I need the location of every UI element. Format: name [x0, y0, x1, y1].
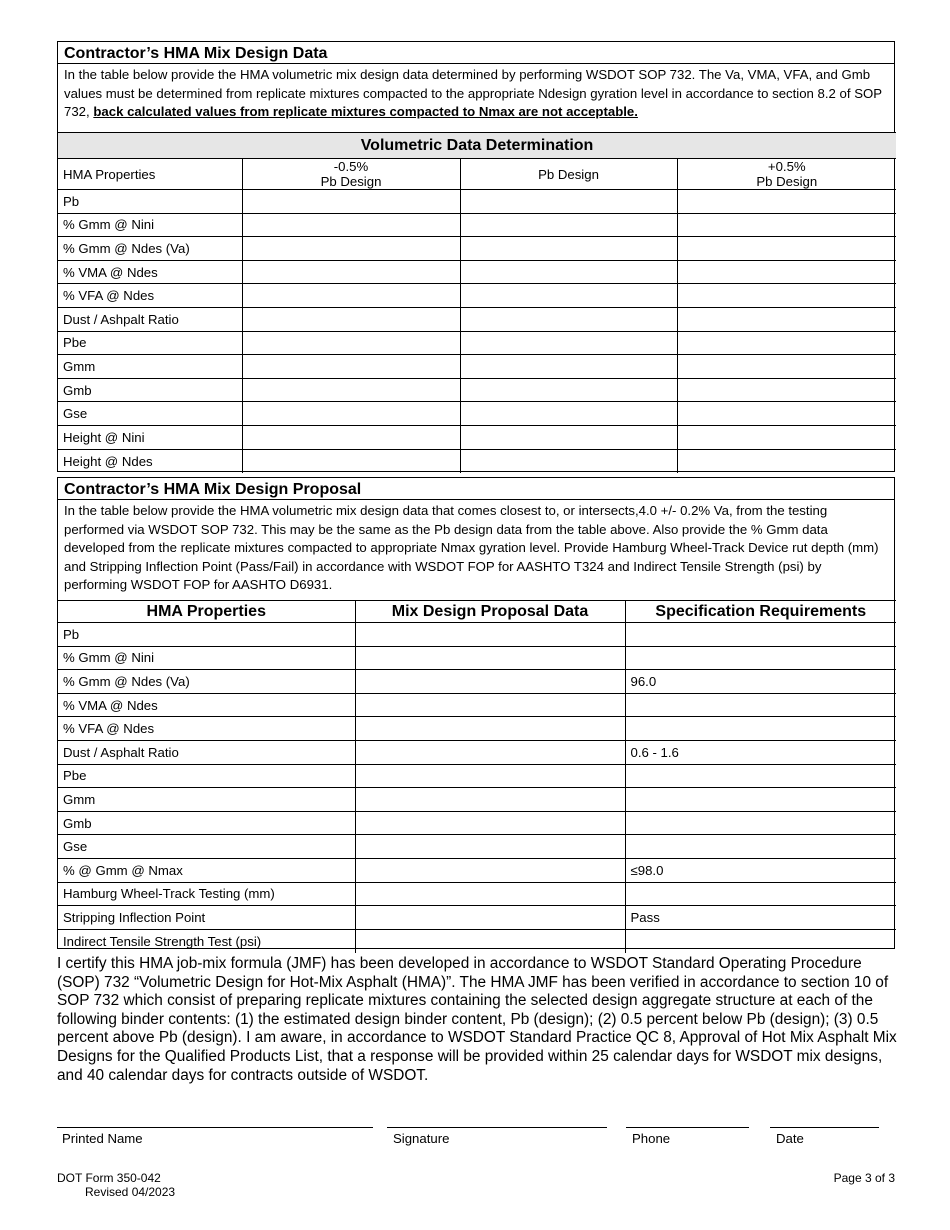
proposal-data-cell[interactable] — [355, 788, 625, 812]
plus-pb-cell[interactable] — [677, 213, 896, 237]
property-label: % @ Gmm @ Nmax — [58, 858, 355, 882]
pb-design-cell[interactable] — [460, 331, 677, 355]
property-label: % VMA @ Ndes — [58, 693, 355, 717]
property-label: % Gmm @ Ndes (Va) — [58, 670, 355, 694]
spec-requirement-cell — [625, 882, 896, 906]
plus-pb-percent: +0.5% — [767, 159, 806, 174]
property-label: Dust / Ashpalt Ratio — [58, 307, 242, 331]
property-label: Indirect Tensile Strength Test (psi) — [58, 929, 355, 953]
table-row — [58, 449, 896, 473]
volumetric-table-title: Volumetric Data Determination — [58, 133, 896, 159]
property-label: Pb — [58, 623, 355, 647]
property-label: % Gmm @ Ndes (Va) — [58, 237, 242, 261]
pb-design-cell[interactable] — [460, 425, 677, 449]
proposal-data-cell[interactable] — [355, 811, 625, 835]
mix-design-proposal-title: Contractor’s HMA Mix Design Proposal — [58, 478, 894, 500]
table-row — [58, 402, 896, 426]
page-number: Page 3 of 3 — [833, 1171, 895, 1185]
table-row — [58, 331, 896, 355]
minus-pb-cell[interactable] — [242, 260, 460, 284]
property-label: Pbe — [58, 764, 355, 788]
table-row — [58, 906, 896, 930]
spec-requirement-cell: ≤98.0 — [625, 858, 896, 882]
proposal-data-cell[interactable] — [355, 882, 625, 906]
property-label: Gmb — [58, 378, 242, 402]
column-header-plus-pb — [677, 159, 896, 190]
table-row — [58, 670, 896, 694]
table-row — [58, 646, 896, 670]
spec-requirement-cell — [625, 811, 896, 835]
column-header-pb-design: Pb Design — [460, 159, 677, 190]
pb-design-cell[interactable] — [460, 237, 677, 261]
mix-design-proposal-intro: In the table below provide the HMA volumetric mix design data that comes closest to, or intersects,4.0 +/- 0.2% Va, from the testing performed via WSDOT SOP 732. This may be the same as the Pb design data from the table above. Also provide the % Gmm data developed from the replicate mixtures compacted to appropriate Nmax gyration level. Provide Hamburg Wheel-Track Device rut depth (mm) and Stripping Inflection Point (Pass/Fail) in accordance with WSDOT FOP for AASHTO T324 and Indirect Tensile Strength (psi) by performing WSDOT FOP for AASHTO D6931. — [64, 503, 879, 592]
pb-design-cell[interactable] — [460, 449, 677, 473]
pb-design-cell[interactable] — [460, 402, 677, 426]
pb-design-cell[interactable] — [460, 260, 677, 284]
table-row — [58, 717, 896, 741]
column-header-hma-properties: HMA Properties — [58, 601, 355, 623]
proposal-data-cell[interactable] — [355, 764, 625, 788]
plus-pb-cell[interactable] — [677, 449, 896, 473]
mix-design-data-title: Contractor’s HMA Mix Design Data — [58, 42, 894, 64]
spec-requirement-cell: 96.0 — [625, 670, 896, 694]
mix-design-proposal-section — [57, 477, 895, 949]
minus-pb-cell[interactable] — [242, 331, 460, 355]
plus-pb-cell[interactable] — [677, 331, 896, 355]
pb-design-cell[interactable] — [460, 284, 677, 308]
pb-design-cell[interactable] — [460, 378, 677, 402]
plus-pb-label: Pb Design — [756, 174, 818, 189]
minus-pb-cell[interactable] — [242, 355, 460, 379]
minus-pb-cell[interactable] — [242, 425, 460, 449]
table-row — [58, 190, 896, 214]
proposal-data-cell[interactable] — [355, 740, 625, 764]
column-header-proposal-data: Mix Design Proposal Data — [355, 601, 625, 623]
property-label: Height @ Nini — [58, 425, 242, 449]
property-label: % VMA @ Ndes — [58, 260, 242, 284]
spec-requirement-cell — [625, 646, 896, 670]
table-row — [58, 378, 896, 402]
proposal-data-cell[interactable] — [355, 835, 625, 859]
minus-pb-label: Pb Design — [320, 174, 382, 189]
pb-design-cell[interactable] — [460, 355, 677, 379]
minus-pb-cell[interactable] — [242, 449, 460, 473]
table-row — [58, 355, 896, 379]
pb-design-cell[interactable] — [460, 190, 677, 214]
property-label: Gse — [58, 835, 355, 859]
table-row — [58, 764, 896, 788]
spec-requirement-cell — [625, 788, 896, 812]
minus-pb-cell[interactable] — [242, 284, 460, 308]
table-row — [58, 237, 896, 261]
minus-pb-cell[interactable] — [242, 378, 460, 402]
proposal-table — [58, 600, 896, 953]
plus-pb-cell[interactable] — [677, 355, 896, 379]
printed-name-line[interactable] — [57, 1127, 373, 1128]
proposal-data-cell[interactable] — [355, 906, 625, 930]
property-label: Pbe — [58, 331, 242, 355]
column-header-hma-properties: HMA Properties — [58, 159, 242, 190]
table-row — [58, 623, 896, 647]
plus-pb-cell[interactable] — [677, 307, 896, 331]
property-label: Gse — [58, 402, 242, 426]
table-row — [58, 213, 896, 237]
property-label: % VFA @ Ndes — [58, 717, 355, 741]
proposal-data-cell[interactable] — [355, 670, 625, 694]
table-row — [58, 811, 896, 835]
spec-requirement-cell — [625, 835, 896, 859]
revision-date: Revised 04/2023 — [85, 1185, 176, 1199]
mix-design-data-section — [57, 41, 895, 472]
table-row — [58, 835, 896, 859]
spec-requirement-cell — [625, 929, 896, 953]
property-label: Stripping Inflection Point — [58, 906, 355, 930]
volumetric-data-table — [58, 132, 896, 473]
spec-requirement-cell: Pass — [625, 906, 896, 930]
volumetric-table-body — [58, 190, 896, 473]
intro-emphasis: back calculated values from replicate mixtures compacted to Nmax are not acceptable. — [93, 104, 638, 119]
intro-text: In the table below provide the HMA volumetric mix design data determined by performing WSDOT SOP 732. The Va, VMA, VFA, and Gmb values must be determined from replicate mixtures compacted to the appropriate Ndesign gyration level in accordance to section 8.2 of SOP 732, — [64, 67, 882, 119]
plus-pb-cell[interactable] — [677, 237, 896, 261]
minus-pb-cell[interactable] — [242, 190, 460, 214]
table-row — [58, 929, 896, 953]
plus-pb-cell[interactable] — [677, 378, 896, 402]
table-row — [58, 260, 896, 284]
pb-design-cell[interactable] — [460, 213, 677, 237]
property-label: Gmm — [58, 355, 242, 379]
pb-design-cell[interactable] — [460, 307, 677, 331]
plus-pb-cell[interactable] — [677, 260, 896, 284]
spec-requirement-cell — [625, 764, 896, 788]
minus-pb-cell[interactable] — [242, 213, 460, 237]
table-row — [58, 693, 896, 717]
phone-label: Phone — [632, 1131, 671, 1146]
plus-pb-cell[interactable] — [677, 425, 896, 449]
property-label: Height @ Ndes — [58, 449, 242, 473]
form-identifier — [57, 1171, 175, 1199]
minus-pb-cell[interactable] — [242, 237, 460, 261]
proposal-data-cell[interactable] — [355, 623, 625, 647]
table-row — [58, 858, 896, 882]
property-label: Gmm — [58, 788, 355, 812]
plus-pb-cell[interactable] — [677, 190, 896, 214]
printed-name-label: Printed Name — [62, 1131, 143, 1146]
property-label: Gmb — [58, 811, 355, 835]
table-row — [58, 425, 896, 449]
table-row — [58, 788, 896, 812]
table-row — [58, 307, 896, 331]
property-label: % Gmm @ Nini — [58, 213, 242, 237]
minus-pb-cell[interactable] — [242, 402, 460, 426]
column-header-spec-requirements: Specification Requirements — [625, 601, 896, 623]
table-row — [58, 882, 896, 906]
minus-pb-percent: -0.5% — [333, 159, 369, 174]
date-line[interactable] — [770, 1127, 879, 1128]
plus-pb-cell[interactable] — [677, 402, 896, 426]
certification-statement: I certify this HMA job-mix formula (JMF) has been developed in accordance to WSDOT Standard Operating Procedure (SOP) 732 “Volumetric Design for Hot-Mix Asphalt (HMA)”. The HMA JMF has been verified in accordance to section 10 of SOP 732 which consist of preparing replicate mixtures containing the selected design aggregate structure at each of the following binder contents: (1) the estimated design binder content, Pb (design); (2) 0.5 percent below Pb (design); (3) 0.5 percent above Pb (design). I am aware, in accordance to WSDOT Standard Practice QC 8, Approval of Hot Mix Asphalt Mix Designs for the Qualified Products List, that a response will be provided within 25 calendar days for WSDOT mix designs, and 40 calendar days for contracts outside of WSDOT. — [57, 955, 897, 1084]
mix-design-data-intro — [58, 64, 894, 132]
date-label: Date — [776, 1131, 804, 1146]
property-label: Pb — [58, 190, 242, 214]
property-label: % Gmm @ Nini — [58, 646, 355, 670]
column-header-minus-pb — [242, 159, 460, 190]
table-row — [58, 740, 896, 764]
table-row — [58, 284, 896, 308]
property-label: Hamburg Wheel-Track Testing (mm) — [58, 882, 355, 906]
proposal-data-cell[interactable] — [355, 929, 625, 953]
proposal-data-cell[interactable] — [355, 693, 625, 717]
phone-line[interactable] — [626, 1127, 749, 1128]
signature-line[interactable] — [387, 1127, 607, 1128]
spec-requirement-cell — [625, 693, 896, 717]
form-number: DOT Form 350-042 — [57, 1171, 161, 1185]
property-label: Dust / Asphalt Ratio — [58, 740, 355, 764]
minus-pb-cell[interactable] — [242, 307, 460, 331]
signature-label: Signature — [393, 1131, 450, 1146]
spec-requirement-cell: 0.6 - 1.6 — [625, 740, 896, 764]
proposal-data-cell[interactable] — [355, 858, 625, 882]
proposal-data-cell[interactable] — [355, 646, 625, 670]
proposal-table-body — [58, 623, 896, 953]
spec-requirement-cell — [625, 623, 896, 647]
proposal-data-cell[interactable] — [355, 717, 625, 741]
property-label: % VFA @ Ndes — [58, 284, 242, 308]
spec-requirement-cell — [625, 717, 896, 741]
plus-pb-cell[interactable] — [677, 284, 896, 308]
